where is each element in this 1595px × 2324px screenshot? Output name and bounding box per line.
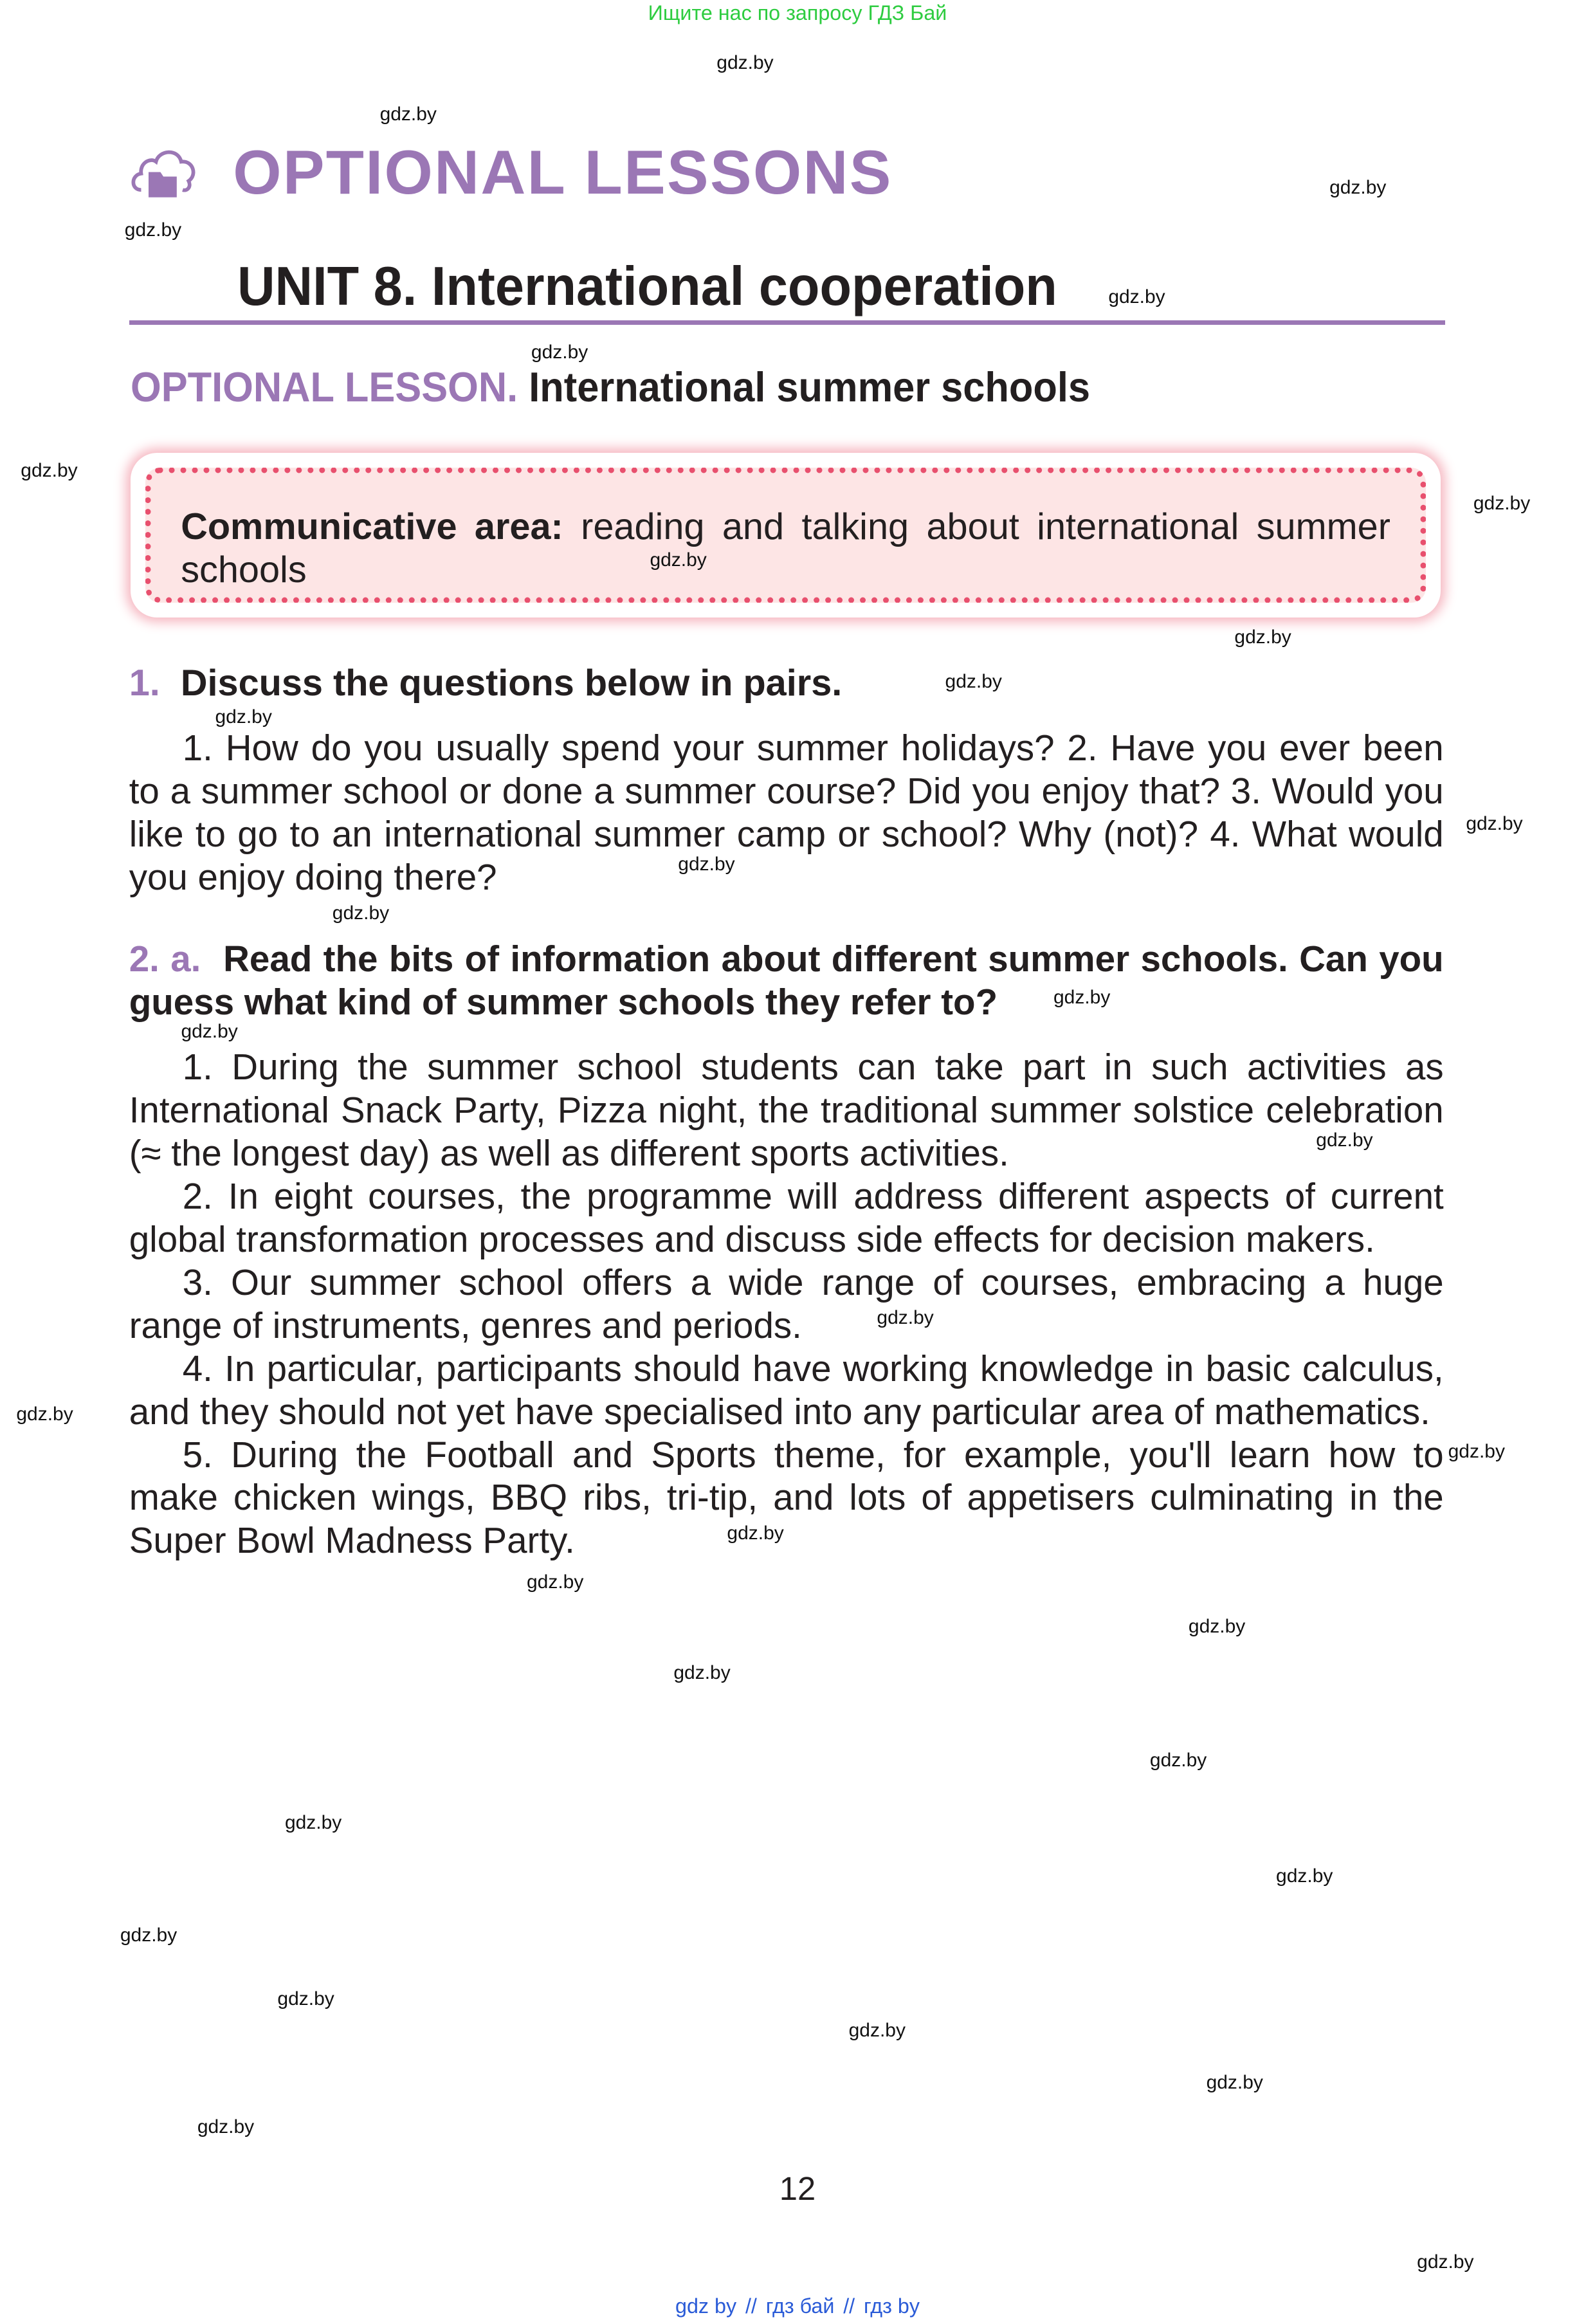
- watermark: gdz.by: [124, 219, 182, 241]
- lesson-prefix: OPTIONAL LESSON.: [131, 364, 518, 411]
- separator: //: [745, 2294, 757, 2318]
- watermark: gdz.by: [1448, 1441, 1505, 1463]
- exercise-1: [129, 662, 1444, 899]
- communicative-area-label: Communicative area:: [181, 506, 563, 548]
- top-banner[interactable]: Ищите нас по запросу ГДЗ Бай: [648, 1, 947, 25]
- link-gdz-by[interactable]: gdz by: [675, 2294, 737, 2318]
- watermark: gdz.by: [1108, 286, 1165, 308]
- list-item: 5. During the Football and Sports theme, for example, you'll learn how to make chicken wings, BBQ ribs, tri-tip, and lots of appetisers culminating in the Super Bowl Madness Party.: [129, 1434, 1444, 1561]
- page-number: 12: [779, 2170, 816, 2207]
- watermark: gdz.by: [678, 853, 735, 875]
- lesson-name: International summer schools: [518, 364, 1091, 411]
- watermark: gdz.by: [716, 51, 774, 73]
- cloud-folder-icon: [129, 145, 197, 199]
- communicative-area-box: [131, 453, 1441, 618]
- section-title: OPTIONAL LESSONS: [233, 137, 893, 208]
- watermark: gdz.by: [1234, 626, 1291, 648]
- watermark: gdz.by: [673, 1661, 731, 1683]
- watermark: gdz.by: [1316, 1129, 1373, 1151]
- communicative-area-text: reading and talking about international summer schools: [181, 506, 1390, 591]
- list-item: 2. In eight courses, the programme will address different aspects of current global transformation processes and discuss side effects for decision makers.: [129, 1176, 1444, 1260]
- exercise-text: 1. How do you usually spend your summer holidays? 2. Have you ever been to a summer school or done a summer course? Did you enjoy that? 3. Would you like to go to an international summer camp or school? Why (not)? 4. What would you enjoy doing there?: [129, 727, 1444, 898]
- watermark: gdz.by: [1206, 2071, 1263, 2093]
- watermark: gdz.by: [650, 549, 707, 571]
- lesson-title: [131, 363, 1090, 411]
- link-gdz-bai[interactable]: гдз бай: [765, 2294, 835, 2318]
- watermark: gdz.by: [1329, 176, 1387, 198]
- watermark: gdz.by: [945, 670, 1002, 692]
- watermark: gdz.by: [120, 1925, 178, 1946]
- watermark: gdz.by: [848, 2019, 906, 2041]
- watermark: gdz.by: [1276, 1865, 1333, 1887]
- exercise-sub: a.: [170, 938, 201, 980]
- link-gdz-by-2[interactable]: гдз by: [863, 2294, 920, 2318]
- watermark: gdz.by: [1417, 2251, 1474, 2273]
- watermark: gdz.by: [197, 2116, 255, 2137]
- list-item: 4. In particular, participants should have working knowledge in basic calculus, and they should not yet have specialised into any particular area of mathematics.: [129, 1348, 1444, 1432]
- watermark: gdz.by: [332, 902, 390, 924]
- exercise-number: 2.: [129, 938, 160, 980]
- watermark: gdz.by: [215, 706, 272, 728]
- watermark: gdz.by: [1473, 492, 1531, 514]
- watermark: gdz.by: [1149, 1749, 1207, 1771]
- watermark: gdz.by: [16, 1404, 73, 1425]
- exercise-2: [129, 938, 1444, 1562]
- divider: [129, 320, 1445, 325]
- watermark: gdz.by: [379, 104, 437, 125]
- exercise-number: 1.: [129, 662, 160, 704]
- watermark: gdz.by: [1053, 987, 1111, 1009]
- unit-title: UNIT 8. International cooperation: [237, 255, 1057, 317]
- watermark: gdz.by: [877, 1307, 934, 1329]
- watermark: gdz.by: [277, 1988, 334, 2010]
- bottom-links: [0, 2294, 1595, 2318]
- watermark: gdz.by: [284, 1811, 342, 1833]
- watermark: gdz.by: [1188, 1616, 1246, 1638]
- watermark: gdz.by: [21, 460, 78, 482]
- watermark: gdz.by: [526, 1571, 584, 1593]
- exercise-task: Read the bits of information about different summer schools. Can you guess what kind of summer schools they refer to?: [129, 938, 1444, 1022]
- watermark: gdz.by: [1466, 813, 1523, 835]
- watermark: gdz.by: [727, 1522, 784, 1544]
- exercise-task: Discuss the questions below in pairs.: [180, 662, 843, 704]
- watermark: gdz.by: [531, 341, 588, 363]
- separator: //: [843, 2294, 855, 2318]
- watermark: gdz.by: [181, 1021, 238, 1043]
- list-item: 1. During the summer school students can take part in such activities as International Snack Party, Pizza night, the traditional summer solstice celebration (≈ the longest day) as well as different sports activities.: [129, 1047, 1444, 1174]
- list-item: 3. Our summer school offers a wide range of courses, embracing a huge range of instruments, genres and periods.: [129, 1261, 1444, 1346]
